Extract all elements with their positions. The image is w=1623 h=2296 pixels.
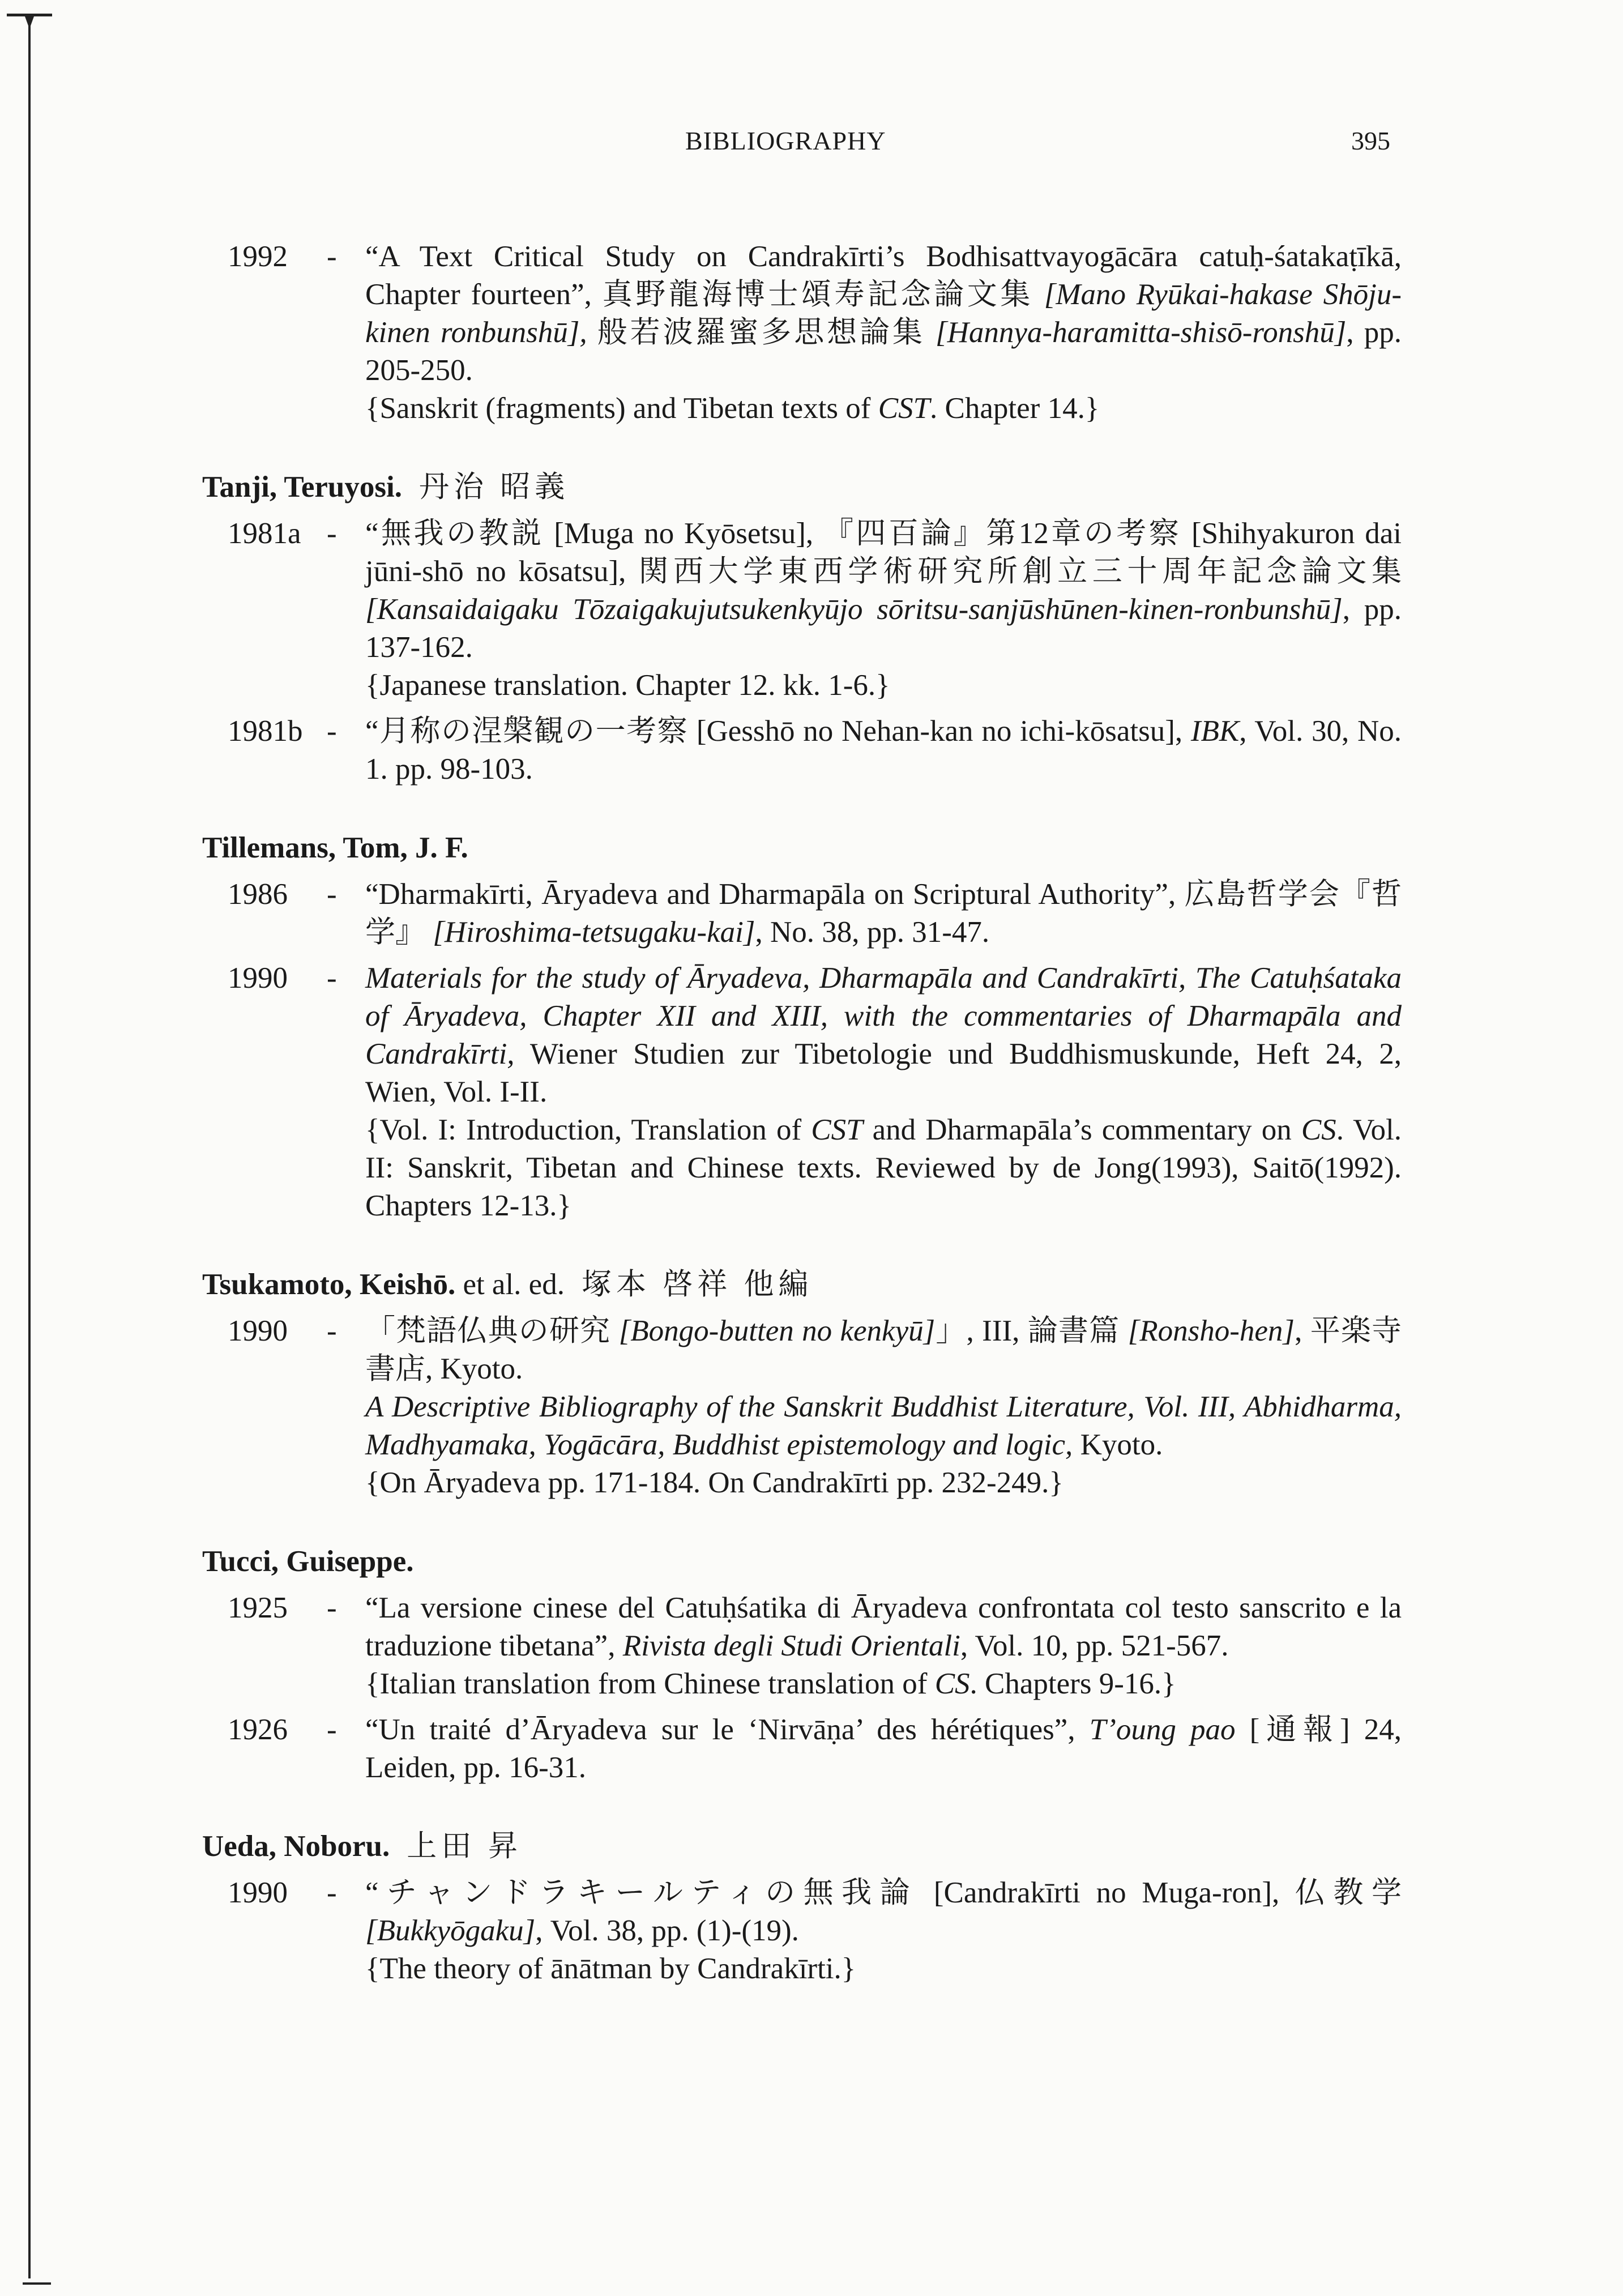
bib-entry — [202, 238, 1402, 428]
note-text: {Italian translation from Chinese translation of — [365, 1667, 935, 1700]
note-italic: CS — [934, 1667, 970, 1700]
citation-text: , pp. 137-162. — [365, 593, 1402, 664]
citation-text: “A Text Critical Study on Candrakīrti’s Bodhisattvayogācāra catuḥ-śatakaṭīkā, Chapter fourteen”, 真野龍海博士頌寿記念論文集 — [365, 240, 1402, 311]
citation-italic: [Bongo-butten no kenkyū] — [618, 1315, 936, 1347]
citation-text: , Vol. 38, pp. (1)-(19). — [535, 1914, 799, 1947]
citation-text: “Dharmakīrti, Āryadeva and Dharmapāla on Scriptural Authority”, 広島哲学会『哲学』 — [365, 878, 1402, 949]
citation-text: , pp. 205-250. — [365, 316, 1402, 387]
entry-note — [365, 1111, 1402, 1225]
entry-body — [365, 959, 1402, 1225]
note-text: . Chapters 9-16.} — [969, 1667, 1176, 1700]
note-text: and Dharmapāla’s commentary on — [862, 1113, 1301, 1146]
entry-note — [365, 390, 1402, 428]
entry-body — [365, 1312, 1402, 1502]
entry-body — [365, 712, 1402, 788]
bibliography-content — [202, 238, 1402, 1988]
entry-dash: - — [327, 517, 337, 550]
entry-year: 1992 — [228, 240, 288, 273]
entry-year: 1990 — [228, 1876, 288, 1909]
entry-body — [365, 238, 1402, 428]
bib-entry — [202, 876, 1402, 951]
author-name-japanese: 塚本 啓祥 他編 — [581, 1268, 813, 1301]
binding-edge — [28, 16, 31, 2278]
citation-italic: [Mano Ryūkai-hakase Shōju-kinen ronbunshū], — [365, 278, 1402, 349]
running-title: BIBLIOGRAPHY — [685, 126, 886, 155]
entry-citation — [365, 712, 1402, 788]
bib-entry — [202, 1874, 1402, 1988]
citation-italic: Materials for the study of Āryadeva, Dharmapāla and Candrakīrti, The Catuḥśataka of Āryadeva, Chapter XII and XIII, with the commentaries of Dharmapāla and Candrakīrti, — [365, 962, 1402, 1070]
bib-entry — [202, 1312, 1402, 1502]
citation-text: , Vol. 30, No. 1. pp. 98-103. — [365, 715, 1402, 786]
entry-citation — [365, 1589, 1402, 1665]
entry-citation — [365, 876, 1402, 951]
citation-italic: [Kansaidaigaku Tōzaigakujutsukenkyūjo sōritsu-sanjūshūnen-kinen-ronbunshū] — [365, 593, 1343, 626]
entry-dash: - — [327, 1591, 337, 1624]
author-heading — [202, 1265, 1402, 1304]
citation-text: , 平楽寺書店, Kyoto. — [365, 1315, 1402, 1385]
entry-dash: - — [327, 1315, 337, 1347]
entry-year: 1925 — [228, 1591, 288, 1624]
citation-text: 」, III, 論書篇 — [935, 1315, 1128, 1347]
entry-year: 1981b — [228, 715, 303, 748]
entry-dash: - — [327, 878, 337, 911]
entry-year: 1926 — [228, 1713, 288, 1746]
entry-citation — [365, 1312, 1402, 1388]
note-text: . Chapter 14.} — [930, 392, 1100, 425]
entry-note: {The theory of ānātman by Candrakīrti.} — [365, 1952, 856, 1985]
citation-text: “Un traité d’Āryadeva sur le ‘Nirvāṇa’ des hérétiques”, — [365, 1713, 1090, 1746]
citation-text: Wiener Studien zur Tibetologie und Buddhismuskunde, Heft 24, 2, Wien, Vol. I-II. — [365, 1038, 1402, 1108]
entry-year: 1990 — [228, 1315, 288, 1347]
author-name: Tanji, Teruyosi. — [202, 471, 402, 503]
author-editor-note: et al. ed. — [455, 1268, 565, 1301]
entry-body — [365, 876, 1402, 951]
entry-note: {Japanese translation. Chapter 12. kk. 1-6.} — [365, 669, 890, 702]
entry-citation — [365, 238, 1402, 390]
entry-citation — [365, 959, 1402, 1111]
page-number: 395 — [1351, 126, 1390, 155]
citation-italic: [Bukkyōgaku] — [365, 1914, 536, 1947]
entry-body — [365, 1711, 1402, 1787]
citation-text: “チャンドラキールティの無我論 [Candrakīrti no Muga-ron], 仏教学 — [365, 1876, 1402, 1909]
note-italic: CST — [878, 392, 930, 425]
author-heading — [202, 828, 1402, 868]
entry-body — [365, 515, 1402, 705]
author-name: Tillemans, Tom, J. F. — [202, 831, 468, 864]
citation-text: Kyoto. — [1073, 1428, 1163, 1461]
note-text: {Vol. I: Introduction, Translation of — [365, 1113, 812, 1146]
citation-italic: [Hannya-haramitta-shisō-ronshū] — [936, 316, 1347, 349]
citation-text: 「梵語仏典の研究 — [365, 1315, 619, 1347]
bib-entry — [202, 1711, 1402, 1787]
author-name: Tsukamoto, Keishō. — [202, 1268, 456, 1301]
bib-entry — [202, 515, 1402, 705]
note-italic: CS — [1301, 1113, 1336, 1146]
entry-dash: - — [327, 240, 337, 273]
citation-text: , No. 38, pp. 31-47. — [755, 916, 990, 949]
entry-dash: - — [327, 962, 337, 995]
bib-entry — [202, 712, 1402, 788]
citation-italic: A Descriptive Bibliography of the Sanskrit Buddhist Literature, Vol. III, Abhidharma, Madhyamaka, Yogācāra, Buddhist epistemology and logic, — [365, 1390, 1402, 1461]
citation-italic: IBK — [1190, 715, 1240, 748]
citation-text: , Vol. 10, pp. 521-567. — [960, 1629, 1229, 1662]
entry-citation — [365, 1711, 1402, 1787]
entry-note: {On Āryadeva pp. 171-184. On Candrakīrti pp. 232-249.} — [365, 1466, 1064, 1499]
entry-body — [365, 1589, 1402, 1703]
entry-year: 1981a — [228, 517, 301, 550]
entry-note — [365, 1665, 1402, 1703]
citation-text: “La versione cinese del Catuḥśatika di Āryadeva confrontata col testo sanscrito e la traduzione tibetana”, — [365, 1591, 1402, 1662]
entry-citation-english — [365, 1388, 1402, 1464]
entry-dash: - — [327, 1876, 337, 1909]
author-heading — [202, 1826, 1402, 1866]
entry-citation — [365, 515, 1402, 667]
entry-body — [365, 1874, 1402, 1988]
entry-citation — [365, 1874, 1402, 1950]
author-heading — [202, 467, 1402, 507]
note-text: . Vol. II: Sanskrit, Tibetan and Chinese texts. Reviewed by de Jong(1993), Saitō(1992). Chapters 12-13.} — [365, 1113, 1402, 1222]
citation-italic: [Ronsho-hen] — [1127, 1315, 1295, 1347]
entry-year: 1990 — [228, 962, 288, 995]
citation-text: [通報] 24, Leiden, pp. 16-31. — [365, 1713, 1402, 1784]
author-name: Ueda, Noboru. — [202, 1830, 390, 1863]
author-name: Tucci, Guiseppe. — [202, 1545, 414, 1578]
entry-year: 1986 — [228, 878, 288, 911]
entry-dash: - — [327, 1713, 337, 1746]
citation-italic: Rivista degli Studi Orientali — [622, 1629, 960, 1662]
note-text: {Sanskrit (fragments) and Tibetan texts of — [365, 392, 878, 425]
citation-text: “月称の涅槃観の一考察 [Gesshō no Nehan-kan no ichi-kōsatsu], — [365, 715, 1191, 748]
note-italic: CST — [811, 1113, 863, 1146]
citation-text: 般若波羅蜜多思想論集 — [587, 316, 936, 349]
bib-entry — [202, 1589, 1402, 1703]
author-name-japanese: 丹治 昭義 — [419, 471, 570, 503]
author-heading — [202, 1542, 1402, 1581]
author-name-japanese: 上田 昇 — [407, 1830, 523, 1863]
entry-dash: - — [327, 715, 337, 748]
binding-edge-bottom — [23, 2271, 51, 2285]
citation-text: “無我の教説 [Muga no Kyōsetsu], 『四百論』第12章の考察 [Shihyakuron dai jūni-shō no kōsatsu], 関西大学東西学術研究所創立三十周年記念論文集 — [365, 517, 1402, 588]
citation-italic: [Hiroshima-tetsugaku-kai] — [433, 916, 755, 949]
citation-italic: T’oung pao — [1089, 1713, 1236, 1746]
bib-entry — [202, 959, 1402, 1225]
